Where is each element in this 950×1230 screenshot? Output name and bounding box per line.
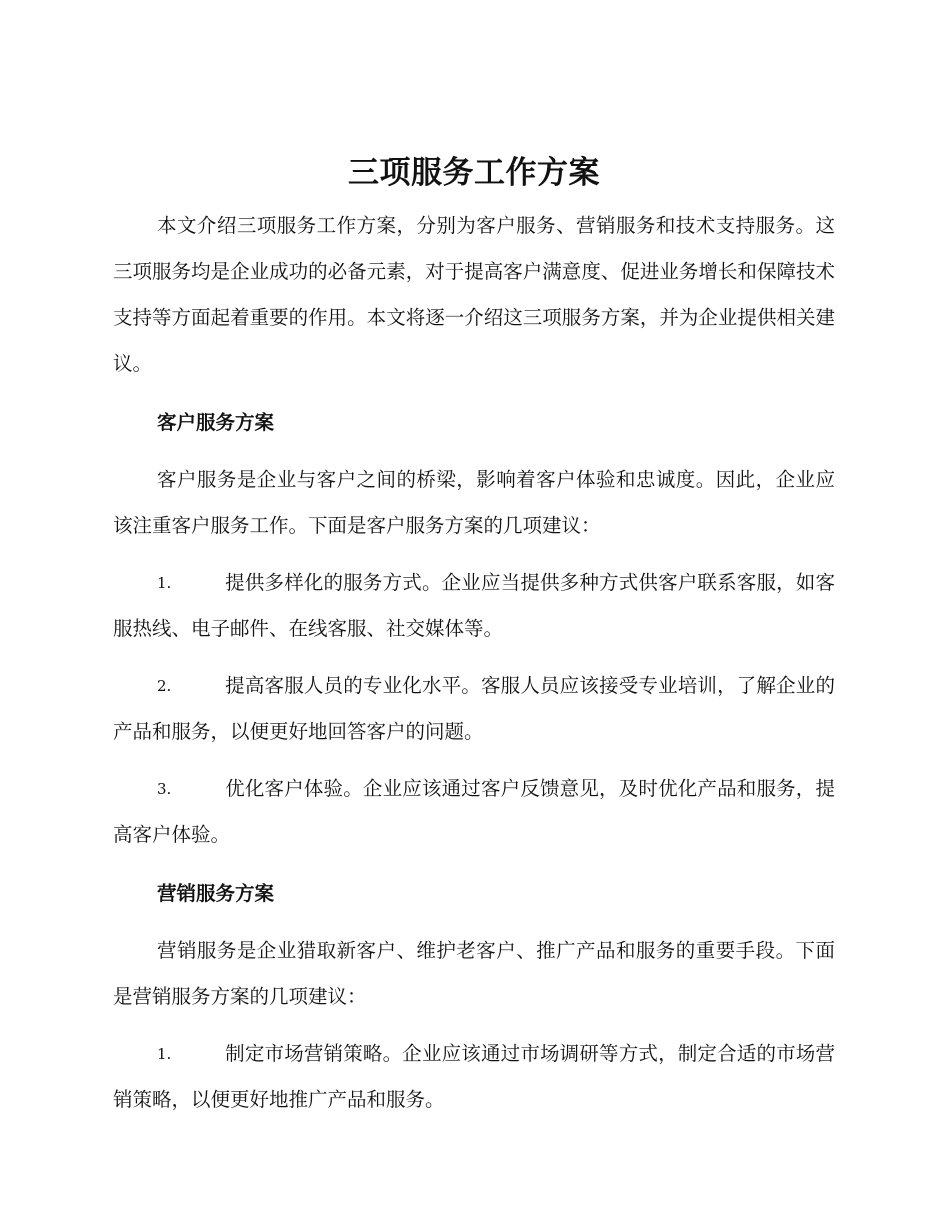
list-item-number: 1. — [157, 574, 172, 592]
list-item — [113, 560, 835, 652]
list-item-number: 1. — [157, 1045, 172, 1063]
list-item-text: 提高客服人员的专业化水平。客服人员应该接受专业培训，了解企业的产品和服务，以便更好地回答客户的问题。 — [113, 674, 835, 743]
intro-paragraph: 本文介绍三项服务工作方案，分别为客户服务、营销服务和技术支持服务。这三项服务均是企业成功的必备元素，对于提高客户满意度、促进业务增长和保障技术支持等方面起着重要的作用。本文将逐一介绍这三项服务方案，并为企业提供相关建议。 — [113, 214, 835, 375]
list-item-text: 提供多样化的服务方式。企业应当提供多种方式供客户联系客服，如客服热线、电子邮件、在线客服、社交媒体等。 — [113, 571, 835, 640]
list-item-text: 制定市场营销策略。企业应该通过市场调研等方式，制定合适的市场营销策略，以便更好地推广产品和服务。 — [113, 1042, 835, 1111]
document-title: 三项服务工作方案 — [348, 155, 600, 191]
section-paragraph: 客户服务是企业与客户之间的桥梁，影响着客户体验和忠诚度。因此，企业应该注重客户服务工作。下面是客户服务方案的几项建议： — [113, 468, 835, 537]
section-heading: 客户服务方案 — [157, 411, 275, 434]
section-customer-service — [113, 398, 835, 858]
section-heading: 营销服务方案 — [157, 882, 275, 905]
list-item-number: 3. — [157, 780, 172, 798]
list-item-number: 2. — [157, 677, 172, 695]
list-item — [113, 663, 835, 755]
section-paragraph: 营销服务是企业猎取新客户、维护老客户、推广产品和服务的重要手段。下面是营销服务方案的几项建议： — [113, 939, 835, 1008]
section-marketing-service — [113, 869, 835, 1123]
list-item — [113, 766, 835, 858]
list-item — [113, 1031, 835, 1123]
list-item-text: 优化客户体验。企业应该通过客户反馈意见，及时优化产品和服务，提高客户体验。 — [113, 777, 835, 846]
